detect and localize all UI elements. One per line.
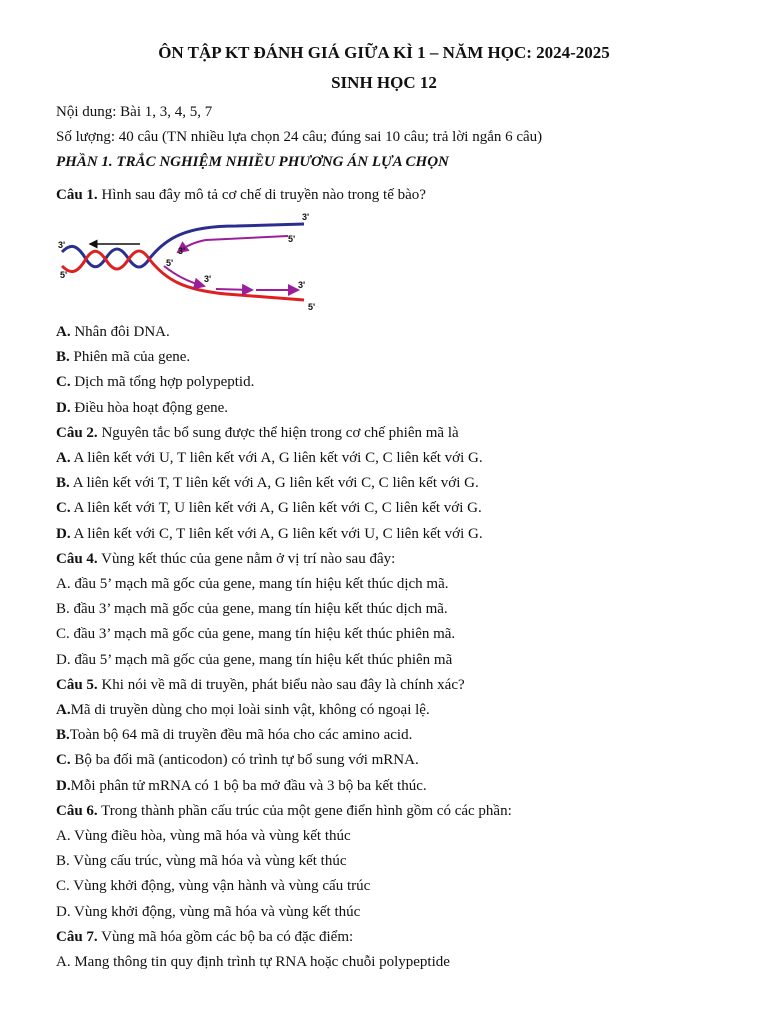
option-text: Phiên mã của gene. — [69, 349, 191, 365]
section-heading: PHẦN 1. TRẮC NGHIỆM NHIỀU PHƯƠNG ÁN LỰA CHỌN — [56, 154, 449, 170]
question-7 — [56, 928, 353, 946]
option-key: C. — [56, 752, 71, 768]
question-text: Nguyên tắc bổ sung được thể hiện trong cơ chế phiên mã là — [97, 425, 459, 441]
option-text: Bộ ba đối mã (anticodon) có trình tự bổ sung với mRNA. — [70, 752, 419, 768]
option-line — [56, 449, 483, 467]
question-label: Câu 7. — [56, 929, 98, 945]
parental-strand-blue — [150, 224, 304, 258]
fig-label: 3' — [298, 280, 306, 290]
option-line — [56, 399, 228, 417]
option-line: A. đầu 5’ mạch mã gốc của gene, mang tín hiệu kết thúc dịch mã. — [56, 576, 449, 592]
option-line — [56, 701, 430, 719]
option-text: A liên kết với T, U liên kết với A, G liên kết với C, C liên kết với G. — [70, 500, 482, 516]
option-key: C. — [56, 500, 71, 516]
option-line — [56, 474, 479, 492]
option-key: C. — [56, 374, 71, 390]
fig-label: 3' — [302, 212, 310, 222]
fig-label: 5' — [308, 302, 316, 312]
new-strand-fragment-2 — [216, 289, 252, 290]
option-text: Nhân đôi DNA. — [70, 324, 170, 340]
question-6 — [56, 802, 512, 820]
question-4 — [56, 550, 395, 568]
question-label: Câu 4. — [56, 551, 98, 567]
option-key: D. — [56, 400, 71, 416]
question-5 — [56, 676, 465, 694]
helix-strand-blue — [62, 246, 150, 267]
option-line: C. Vùng khởi động, vùng vận hành và vùng cấu trúc — [56, 878, 371, 894]
option-text: A liên kết với T, T liên kết với A, G liên kết với C, C liên kết với G. — [69, 475, 479, 491]
new-strand-leading — [178, 236, 288, 252]
question-label: Câu 1. — [56, 187, 98, 203]
page-subtitle: SINH HỌC 12 — [331, 73, 437, 92]
option-line — [56, 348, 190, 366]
content-line: Nội dung: Bài 1, 3, 4, 5, 7 — [56, 104, 213, 120]
option-text: Mã di truyền dùng cho mọi loài sinh vật, không có ngoại lệ. — [70, 702, 430, 718]
question-label: Câu 2. — [56, 425, 98, 441]
option-line: D. đầu 5’ mạch mã gốc của gene, mang tín hiệu kết thúc phiên mã — [56, 652, 453, 668]
option-line: B. Vùng cấu trúc, vùng mã hóa và vùng kết thúc — [56, 853, 347, 869]
option-line — [56, 751, 419, 769]
new-strand-fragment-1 — [164, 266, 204, 286]
option-key: B. — [56, 727, 70, 743]
option-line — [56, 525, 483, 543]
option-text: A liên kết với U, T liên kết với A, G liên kết với C, C liên kết với G. — [70, 450, 483, 466]
option-line — [56, 373, 254, 391]
option-key: A. — [56, 324, 71, 340]
fig-label: 3' — [178, 246, 186, 256]
option-line: C. đầu 3’ mạch mã gốc của gene, mang tín hiệu kết thúc phiên mã. — [56, 626, 456, 642]
option-key: B. — [56, 475, 70, 491]
helix-strand-red — [62, 251, 150, 272]
option-text: Mỗi phân tử mRNA có 1 bộ ba mở đầu và 3 bộ ba kết thúc. — [70, 778, 427, 794]
question-1 — [56, 186, 426, 204]
question-label: Câu 6. — [56, 803, 98, 819]
count-line: Số lượng: 40 câu (TN nhiều lựa chọn 24 câu; đúng sai 10 câu; trả lời ngắn 6 câu) — [56, 129, 543, 145]
option-key: D. — [56, 526, 71, 542]
option-key: A. — [56, 702, 71, 718]
fig-label: 3' — [58, 240, 66, 250]
option-line: A. Mang thông tin quy định trình tự RNA hoặc chuỗi polypeptide — [56, 954, 450, 970]
option-key: B. — [56, 349, 70, 365]
option-line — [56, 499, 482, 517]
page-title: ÔN TẬP KT ĐÁNH GIÁ GIỮA KÌ 1 – NĂM HỌC: 2024-2025 — [158, 43, 610, 62]
question-2 — [56, 424, 459, 442]
option-text: Toàn bộ 64 mã di truyền đều mã hóa cho các amino acid. — [69, 727, 413, 743]
option-text: A liên kết với C, T liên kết với A, G liên kết với U, C liên kết với G. — [70, 526, 483, 542]
option-key: D. — [56, 778, 71, 794]
option-text: Điều hòa hoạt động gene. — [70, 400, 229, 416]
question-text: Vùng kết thúc của gene nằm ở vị trí nào sau đây: — [97, 551, 396, 567]
fig-label: 5' — [288, 234, 296, 244]
option-line: A. Vùng điều hòa, vùng mã hóa và vùng kết thúc — [56, 828, 351, 844]
dna-replication-figure — [56, 208, 326, 316]
question-text: Hình sau đây mô tả cơ chế di truyền nào trong tế bào? — [97, 187, 426, 203]
fig-label: 3' — [204, 274, 212, 284]
question-text: Trong thành phần cấu trúc của một gene điển hình gồm có các phần: — [97, 803, 512, 819]
fig-label: 5' — [166, 258, 174, 268]
question-text: Khi nói về mã di truyền, phát biểu nào sau đây là chính xác? — [97, 677, 465, 693]
option-line — [56, 777, 427, 795]
question-text: Vùng mã hóa gồm các bộ ba có đặc điểm: — [97, 929, 354, 945]
option-line — [56, 323, 170, 341]
option-key: A. — [56, 450, 71, 466]
option-line — [56, 726, 412, 744]
option-line: D. Vùng khởi động, vùng mã hóa và vùng kết thúc — [56, 904, 361, 920]
question-label: Câu 5. — [56, 677, 98, 693]
option-line: B. đầu 3’ mạch mã gốc của gene, mang tín hiệu kết thúc dịch mã. — [56, 601, 448, 617]
option-text: Dịch mã tổng hợp polypeptid. — [70, 374, 255, 390]
fig-label: 5' — [60, 270, 68, 280]
